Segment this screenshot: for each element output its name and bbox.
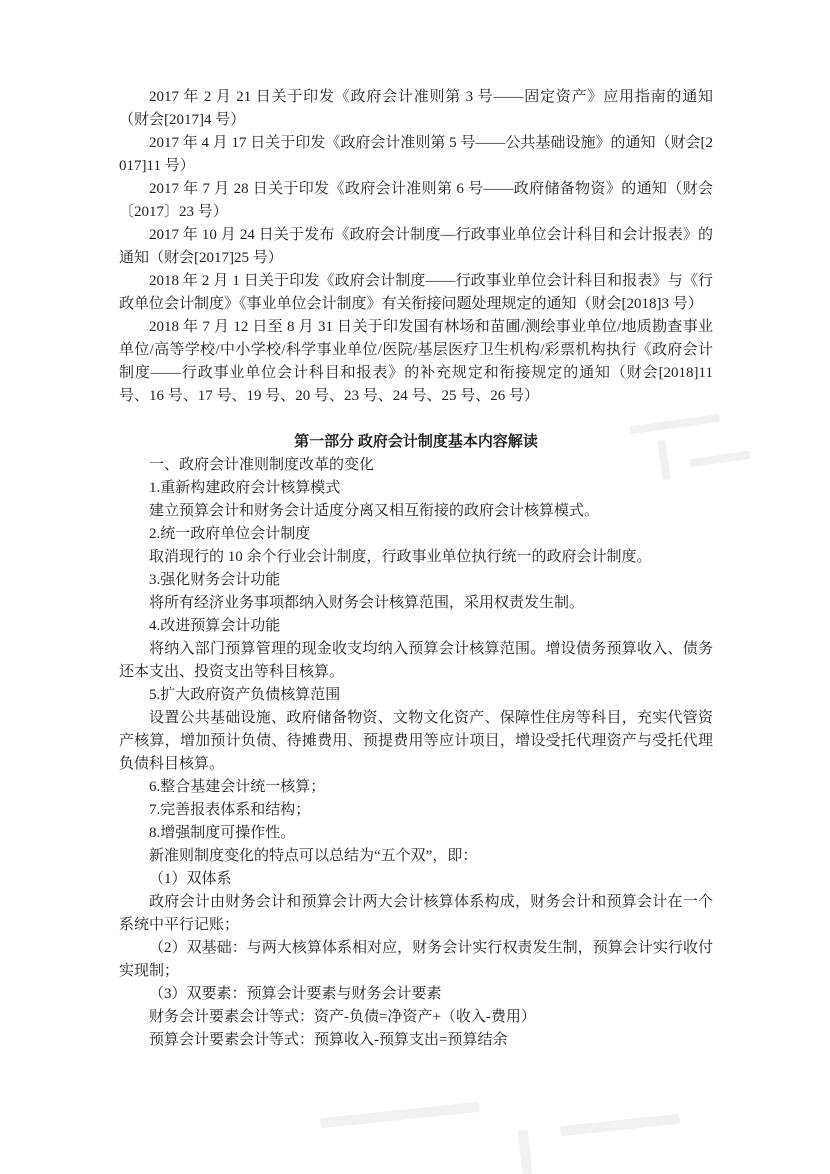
body-paragraph: 新准则制度变化的特点可以总结为“五个双”，即： <box>149 848 478 864</box>
notice-paragraph: 2018 年 2 月 1 日关于印发《政府会计制度——行政事业单位会计科目和报表》与《行政单位会计制度》《事业单位会计制度》有关衔接问题处理规定的通知（财会[2018]3 号） <box>119 273 713 312</box>
body-paragraph: （2）双基础：与两大核算体系相对应，财务会计实行权责发生制，预算会计实行收付实现制； <box>119 940 713 979</box>
body-paragraph: 5.扩大政府资产负债核算范围 <box>149 687 341 703</box>
watermark <box>300 1090 720 1174</box>
body-paragraph: 取消现行的 10 余个行业会计制度，行政事业单位执行统一的政府会计制度。 <box>149 549 652 565</box>
body-paragraph: 财务会计要素会计等式：资产-负债=净资产+（收入-费用） <box>149 1009 536 1025</box>
body-paragraph: 将纳入部门预算管理的现金收支均纳入预算会计核算范围。增设债务预算收入、债务还本支出、投资支出等科目核算。 <box>119 641 713 680</box>
body-paragraph: 一、政府会计准则制度改革的变化 <box>149 457 375 473</box>
notice-paragraph: 2017 年 7 月 28 日关于印发《政府会计准则第 6 号——政府储备物资》的通知（财会〔2017〕23 号） <box>119 181 713 220</box>
body-paragraph: 1.重新构建政府会计核算模式 <box>149 480 341 496</box>
body-paragraph: 将所有经济业务事项都纳入财务会计核算范围，采用权责发生制。 <box>149 595 585 611</box>
section-heading: 第一部分 政府会计制度基本内容解读 <box>294 434 538 450</box>
document-content <box>119 86 713 1052</box>
body-paragraph: 4.改进预算会计功能 <box>149 618 281 634</box>
notice-paragraph: 2017 年 2 月 21 日关于印发《政府会计准则第 3 号——固定资产》应用指南的通知（财会[2017]4 号） <box>119 89 713 128</box>
body-paragraph: 8.增强制度可操作性。 <box>149 825 296 841</box>
body-paragraph: （3）双要素：预算会计要素与财务会计要素 <box>149 986 442 1002</box>
body-paragraph: 设置公共基础设施、政府储备物资、文物文化资产、保障性住房等科目，充实代管资产核算，增加预计负债、待摊费用、预提费用等应计项目，增设受托代理资产与受托代理负债科目核算。 <box>119 710 713 772</box>
notice-paragraph: 2017 年 4 月 17 日关于印发《政府会计准则第 5 号——公共基础设施》的通知（财会[2017]11 号） <box>119 135 713 174</box>
body-paragraph: （1）双体系 <box>149 871 232 887</box>
notice-paragraph: 2018 年 7 月 12 日至 8 月 31 日关于印发国有林场和苗圃/测绘事业单位/地质勘查事业单位/高等学校/中小学校/科学事业单位/医院/基层医疗卫生机构/彩票机构执行《政府会计制度——行政事业单位会计科目和报表》的补充规定和衔接规定的通知（财会[2018]11 号、16 号、17 号、19 号、20 号、23 号、24 号、25 号、26 号） <box>119 319 713 404</box>
body-paragraph: 3.强化财务会计功能 <box>149 572 281 588</box>
notice-paragraph: 2017 年 10 月 24 日关于发布《政府会计制度—行政事业单位会计科目和会计报表》的通知（财会[2017]25 号） <box>119 227 713 266</box>
body-paragraph: 2.统一政府单位会计制度 <box>149 526 311 542</box>
body-paragraph: 政府会计由财务会计和预算会计两大会计核算体系构成，财务会计和预算会计在一个系统中平行记账； <box>119 894 713 933</box>
body-paragraph: 7.完善报表体系和结构； <box>149 802 311 818</box>
body-paragraph: 预算会计要素会计等式：预算收入-预算支出=预算结余 <box>149 1032 508 1048</box>
body-paragraph: 6.整合基建会计统一核算； <box>149 779 326 795</box>
body-paragraph: 建立预算会计和财务会计适度分离又相互衔接的政府会计核算模式。 <box>149 503 600 519</box>
